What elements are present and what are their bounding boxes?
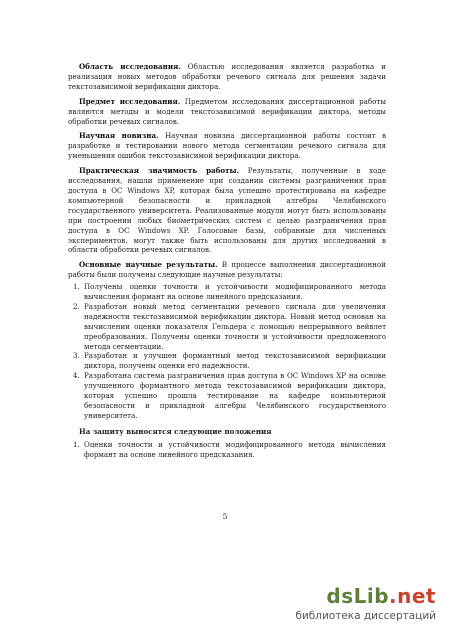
list-item-text: Оценки точности и устойчивости модифицированного метода вычисления формант на основе линейного предсказания. [84, 439, 386, 459]
list-number: 1. [73, 282, 80, 292]
defense-list [68, 440, 386, 460]
paragraph-practical-significance [68, 166, 386, 255]
paragraph-text: Областью исследования является разработка и реализация новых методов обработки речевого сигнала для решения задачи текстозависимой верификации диктора. [68, 62, 386, 91]
paragraph-text: В процессе выполнения диссертационной работы были получены следующие научные результаты: [68, 260, 386, 280]
paragraph-research-subject [68, 97, 386, 127]
list-item [68, 351, 386, 371]
watermark[interactable] [295, 584, 436, 628]
paragraph-text: Результаты, полученные в ходе исследования, нашли применение при создании системы разграничения прав доступа в ОС Windows XP, которая была успешно протестирована на кафедре компьютерной безопасности и прикладной алгебры Челябинского государственного университета. Реализованные модули могут быть использованы при построении любых биометрических систем с целью разграничения прав доступа в ОС Windows XP. Голосовые базы, собранные для численных экспериментов, могут также быть использованы для других исследований в области обработки речевых сигналов. [68, 166, 386, 255]
list-item-text: Разработан и улучшен формантный метод текстозависимой верификации диктора, получены оценки его надежности. [84, 351, 386, 371]
list-number: 2. [73, 301, 80, 311]
list-number: 1. [73, 439, 80, 449]
results-list [68, 282, 386, 421]
list-item-text: Разработан новый метод сегментации речевого сигнала для увеличения надежности текстозависимой верификации диктора. Новый метод основан на вычислении оценки показателя Гельдера с помощью непрерывного вейвлет преобразования. Получены оценки точности и устойчивости предложенного метода сегментации. [84, 301, 386, 351]
paragraph-text: Научная новизна диссертационной работы состоит в разработке и тестировании нового метода сегментации речевого сигнала для уменьшения ошибок текстозависимой верификации диктора. [68, 131, 386, 161]
paragraph-heading: Предмет исследования. [79, 96, 181, 106]
defense-heading [68, 427, 386, 437]
defense-heading-text: На защиту выносятся следующие положения [79, 426, 272, 436]
paragraph-main-results [68, 260, 386, 280]
list-item-text: Получены оценки точности и устойчивости модифицированного метода вычисления формант на основе линейного предсказания. [84, 282, 386, 302]
page-content [68, 62, 386, 465]
paragraph-heading: Область исследования. [79, 62, 181, 71]
paragraph-heading: Научная новизна. [79, 131, 159, 141]
list-item-text: Разработана система разграничения прав доступа в ОС Windows XP на основе улучшенного формантного метода текстозависимой верификации диктора, которая успешно прошла тестирование на кафедре компьютерной безопасности и прикладной алгебры Челябинского государственного университета. [84, 371, 386, 420]
page-number: 5 [222, 512, 228, 521]
watermark-logo[interactable] [326, 584, 436, 608]
list-number: 3. [73, 351, 80, 361]
paragraph-research-area [68, 62, 386, 92]
logo-part-1: dsLib [326, 584, 390, 608]
list-item [68, 302, 386, 352]
list-number: 4. [73, 371, 80, 381]
logo-part-2: .net [389, 584, 436, 608]
paragraph-novelty [68, 131, 386, 161]
watermark-subtitle: библиотека диссертаций [295, 610, 436, 622]
list-item [68, 282, 386, 302]
paragraph-heading: Основные научные результаты. [79, 260, 218, 270]
paragraph-heading: Практическая значимость работы. [79, 166, 240, 176]
list-item [68, 440, 386, 460]
paragraph-text: Предметом исследования диссертационной работы являются методы и модели текстозависимой верификации диктора, методы обработки речевых сигналов. [68, 96, 386, 126]
list-item [68, 371, 386, 421]
